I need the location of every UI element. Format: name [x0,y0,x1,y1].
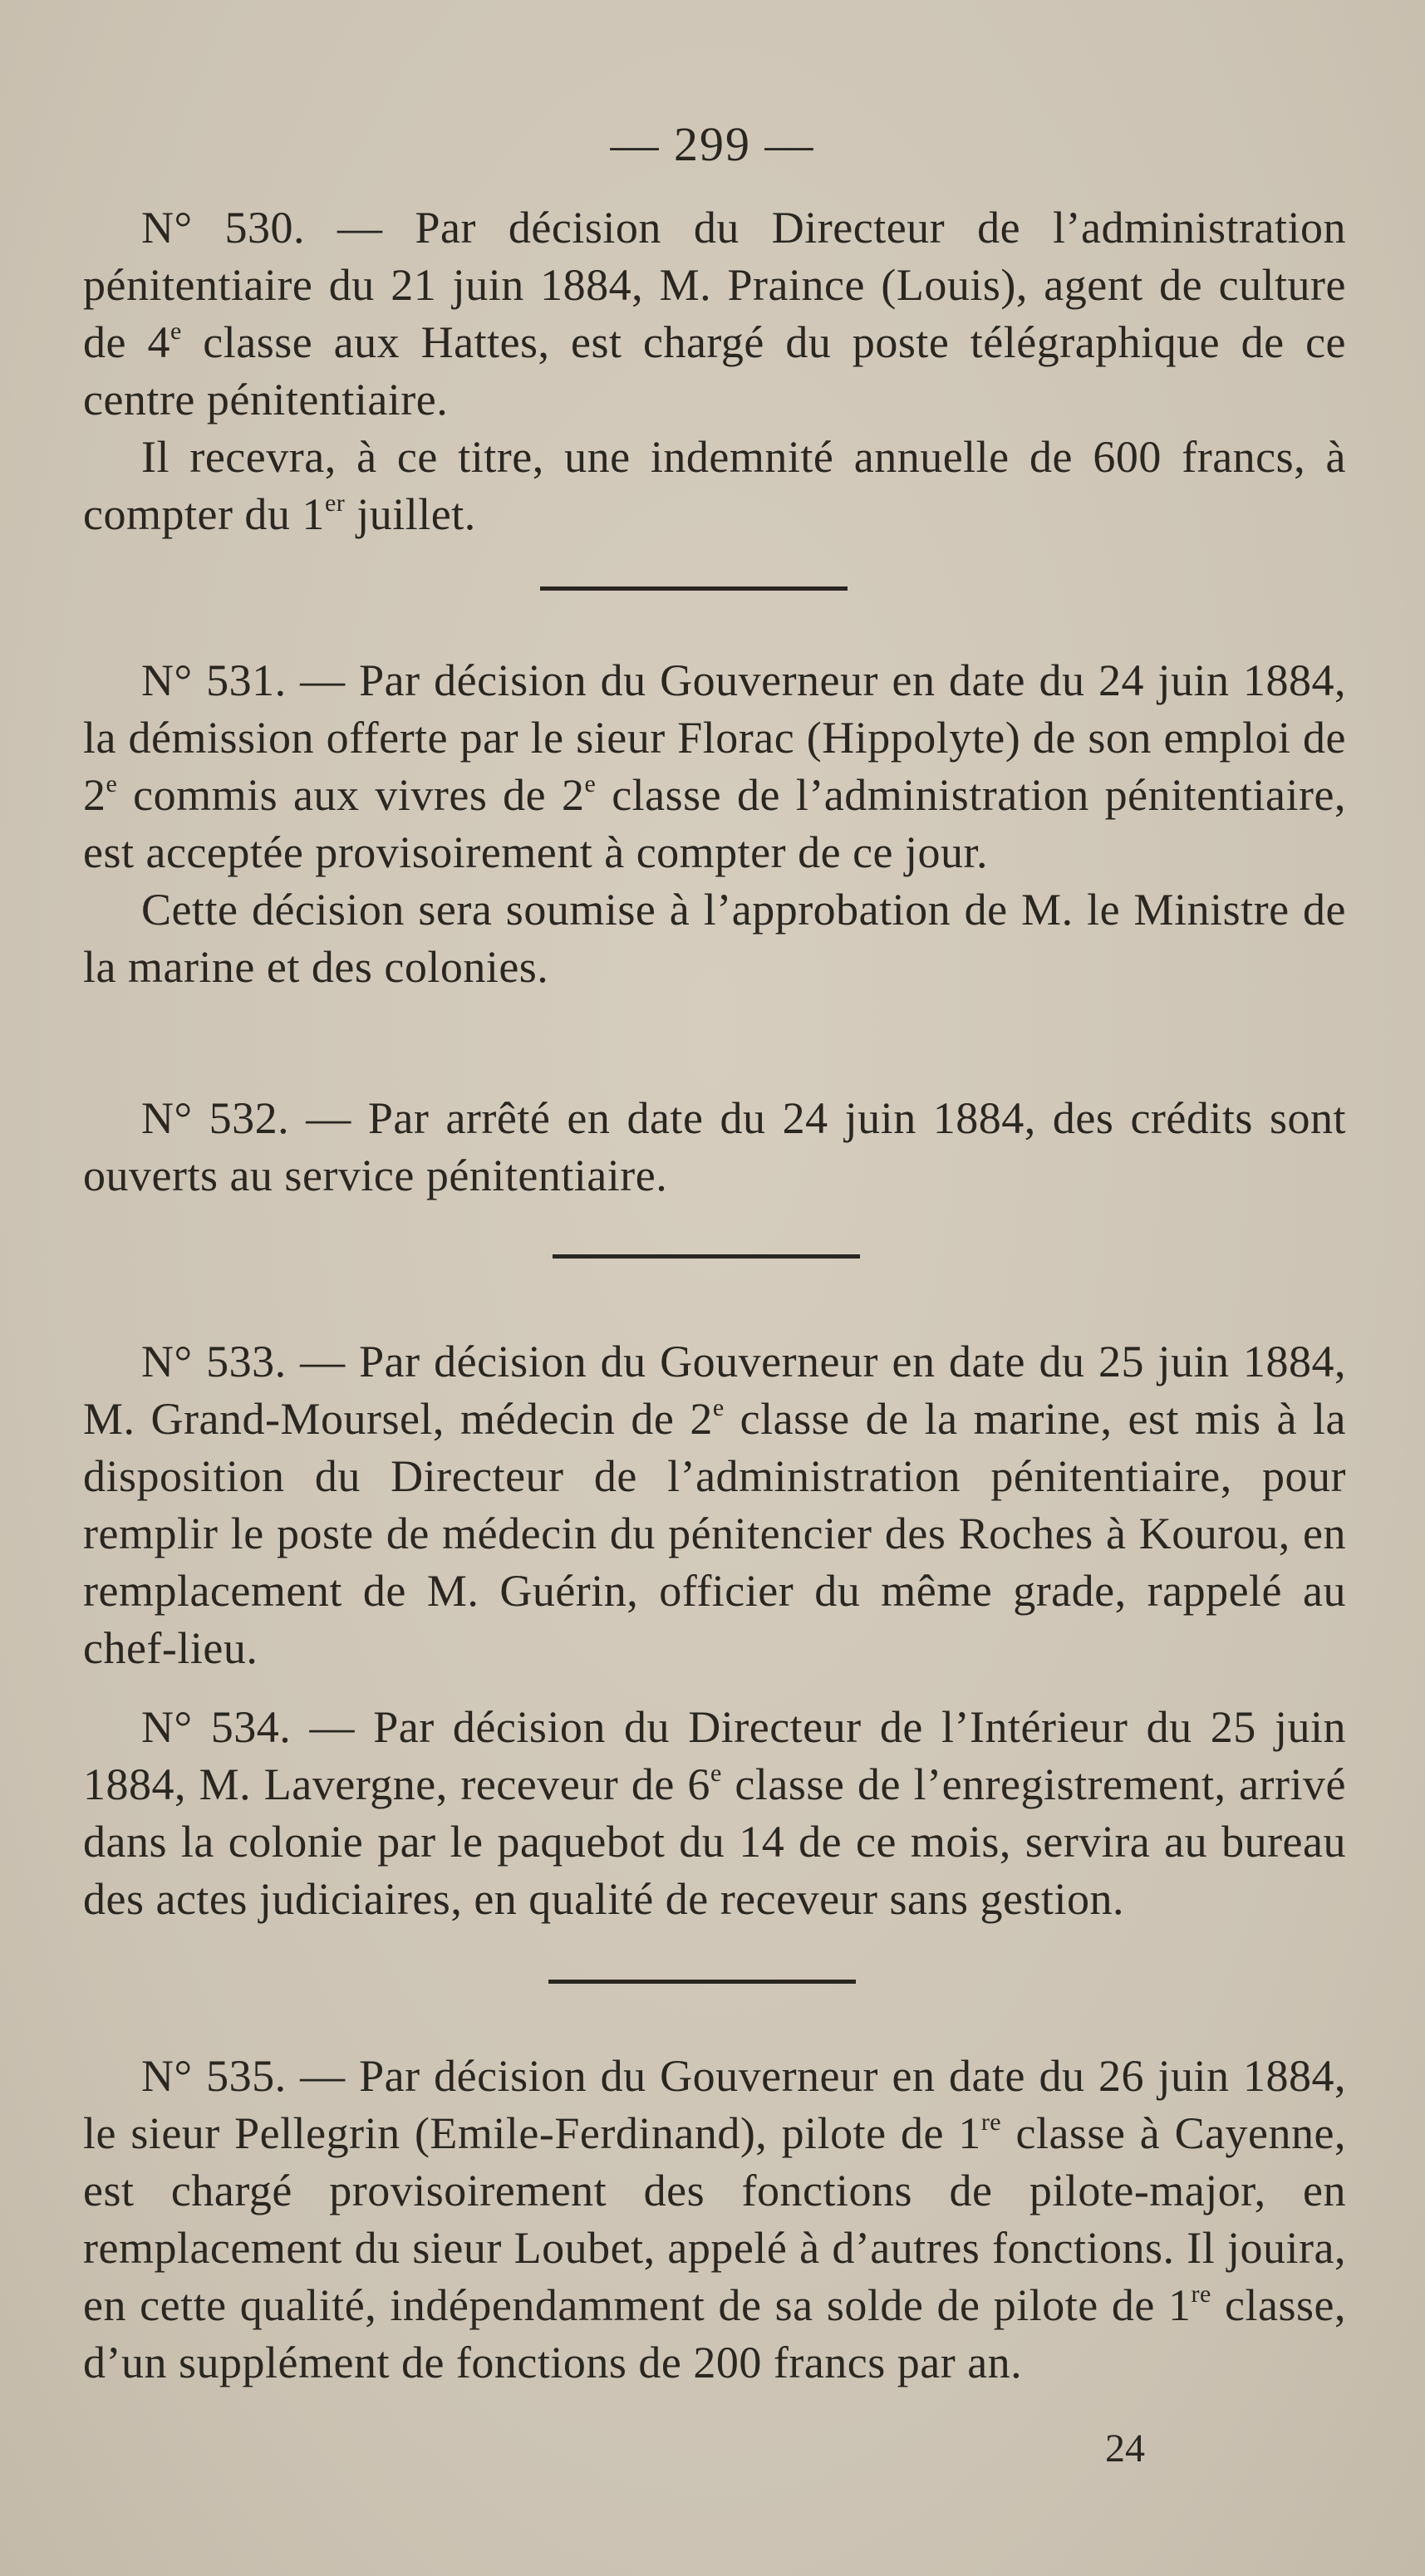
entry-text: classe aux Hattes, est chargé du poste télégraphique de ce centre pénitentiaire. [83,317,1347,424]
entry-paragraph [83,2048,1346,2392]
entry-text: classe, d’un supplément de fonctions de 200 francs par an. [83,2280,1346,2387]
ordinal-superscript: er [324,489,346,517]
entry-text: juillet. [345,489,476,539]
separator-rule [553,1254,860,1259]
entry-paragraph [83,652,1346,881]
entry-text: classe de l’administration pénitentiaire, est acceptée provisoirement à compter de ce jour. [83,770,1346,877]
ordinal-superscript: e [584,770,597,797]
entry-text: commis aux vivres de 2 [117,770,585,820]
entry-text: N° 531. — Par décision du Gouverneur en date du 24 juin 1884, la démission offerte par le sieur Florac (Hippolyte) de son emploi de 2 [83,655,1346,820]
entry-text: N° 533. — Par décision du Gouverneur en date du 25 juin 1884, M. Grand-Moursel, médecin de 2 [83,1337,1346,1444]
entry-530 [83,199,1346,543]
ordinal-superscript: re [980,2108,1002,2136]
entry-text: classe de l’enregistrement, arrivé dans la colonie par le paquebot du 14 de ce mois, servira au bureau des actes judiciaires, en qualité de receveur sans gestion. [83,1759,1346,1924]
entry-text: N° 532. — Par arrêté en date du 24 juin 1884, des crédits sont ouverts au service pénitentiaire. [83,1093,1346,1200]
entry-paragraph [83,881,1346,996]
ordinal-superscript: e [170,317,182,345]
entry-534 [83,1699,1346,1928]
entry-paragraph [83,1333,1346,1677]
entry-text: Cette décision sera soumise à l’approbation de M. le Ministre de la marine et des colonies. [83,885,1346,992]
entry-paragraph [83,199,1346,429]
separator-rule [540,586,848,591]
entry-text: N° 534. — Par décision du Directeur de l’Intérieur du 25 juin 1884, M. Lavergne, receveur de 6 [83,1702,1346,1809]
entry-533 [83,1333,1346,1677]
entry-text: N° 535. — Par décision du Gouverneur en date du 26 juin 1884, le sieur Pellegrin (Emile-Ferdinand), pilote de 1 [83,2051,1346,2158]
entry-text: classe à Cayenne, est chargé provisoirement des fonctions de pilote-major, en remplacement du sieur Loubet, appelé à d’autres fonctions. Il jouira, en cette qualité, indépendamment de sa solde de pilote de 1 [83,2108,1346,2330]
ordinal-superscript: e [106,770,118,797]
entry-text: Il recevra, à ce titre, une indemnité annuelle de 600 francs, à compter du 1 [83,432,1346,539]
entry-text: classe de la marine, est mis à la disposition du Directeur de l’administration pénitentiaire, pour remplir le poste de médecin du pénitencier des Roches à Kourou, en remplacement de M. Guérin, officier du même grade, rappelé au chef-lieu. [83,1394,1346,1673]
entry-paragraph [83,1090,1346,1205]
page-header: — 299 — [610,117,815,171]
entry-paragraph [83,1699,1346,1928]
ordinal-superscript: re [1191,2280,1211,2308]
separator-rule [548,1980,856,1984]
ordinal-superscript: e [712,1394,725,1421]
entry-535 [83,2048,1346,2392]
entry-paragraph [83,429,1346,543]
entry-531 [83,652,1346,996]
ordinal-superscript: e [710,1759,722,1787]
entry-text: N° 530. — Par décision du Directeur de l’administration pénitentiaire du 21 juin 1884, M. Praince (Louis), agent de culture de 4 [83,203,1346,367]
entry-532 [83,1090,1346,1205]
signature-mark: 24 [1105,2426,1145,2471]
